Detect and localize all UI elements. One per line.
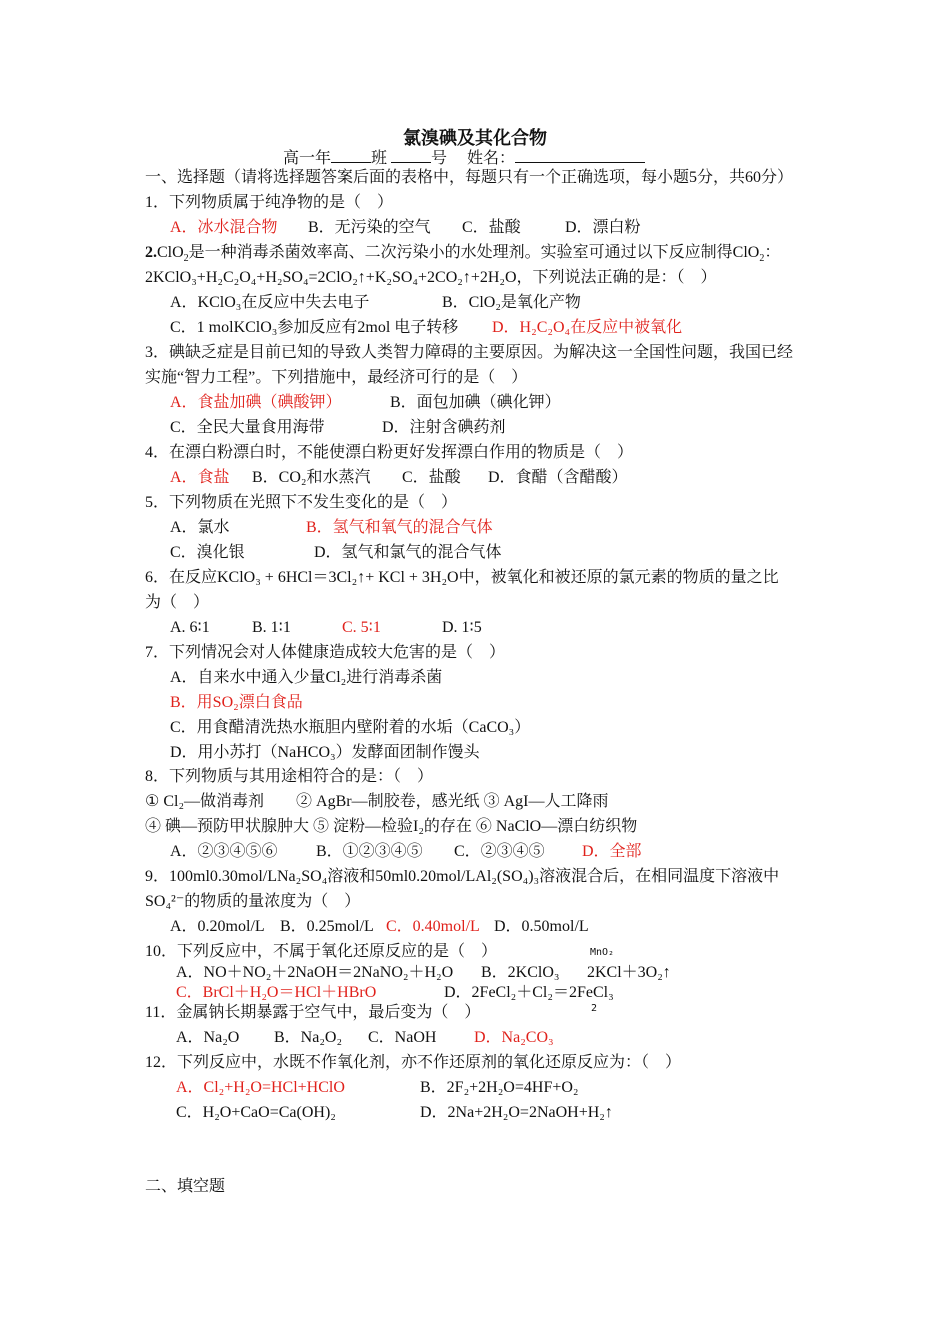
q11-stem: 11．金属钠长期暴露于空气中，最后变为（ ） — [145, 1004, 481, 1021]
q10-catalyst-label: MnO₂ — [590, 947, 615, 958]
q4-stem: 4．在漂白粉漂白时，不能使漂白粉更好发挥漂白作用的物质是（ ） — [145, 444, 634, 461]
q2-options-row1 — [170, 293, 581, 313]
q8-list-line1: ① Cl₂—做消毒剂 ② AgBr—制胶卷，感光纸 ③ AgI—人工降雨 — [145, 793, 609, 810]
q8-option-b: B．①②③④⑤ — [316, 843, 423, 860]
q11-option-d: D．Na₂CO₃ — [474, 1029, 554, 1046]
q3-option-a: A．食盐加碘（碘酸钾） — [170, 394, 342, 411]
q6-option-d: D. 1∶5 — [442, 619, 482, 636]
q5-option-d: D．氢气和氯气的混合气体 — [314, 544, 502, 561]
q12-options-row1 — [176, 1078, 579, 1098]
q11-option-a: A．Na₂O — [176, 1029, 240, 1046]
q8-options — [170, 842, 642, 862]
q10-option-c: C．BrCl＋H₂O＝HCl＋HBrO — [176, 984, 377, 1001]
q5-stem: 5．下列物质在光照下不发生变化的是（ ） — [145, 494, 458, 511]
q1-option-c: C．盐酸 — [462, 219, 521, 236]
q7-option-d: D．用小苏打（NaHCO₃）发酵面团制作馒头 — [170, 744, 480, 761]
q12-option-b: B．2F₂+2H₂O=4HF+O₂ — [420, 1079, 579, 1096]
q11-option-b: B．Na₂O₂ — [274, 1029, 343, 1046]
q10-options-row1 — [176, 963, 671, 983]
class-blank[interactable] — [331, 148, 371, 163]
q9-option-b: B．0.25mol/L — [280, 918, 374, 935]
q3-stem-line1: 3．碘缺乏症是目前已知的导致人类智力障碍的主要原因。为解决这一全国性问题，我国已经 — [145, 344, 794, 361]
q2-options-row2 — [170, 318, 682, 338]
q9-option-c: C．0.40mol/L — [386, 918, 480, 935]
q9-option-d: D．0.50mol/L — [494, 918, 589, 935]
student-info-line: 高一年 班 号 姓名： — [283, 148, 645, 169]
q3-option-d: D．注射含碘药剂 — [382, 419, 506, 436]
q10-option-b-right: 2KCl＋3O₂↑ — [587, 964, 671, 981]
q3-option-b: B．面包加碘（碘化钾） — [390, 394, 561, 411]
q1-stem: 1．下列物质属于纯净物的是（ ） — [145, 194, 394, 211]
q12-options-row2 — [176, 1103, 613, 1123]
q4-option-d: D．食醋（含醋酸） — [488, 469, 628, 486]
q8-list-line2: ④ 碘—预防甲状腺肿大 ⑤ 淀粉—检验I₂的存在 ⑥ NaClO—漂白纺织物 — [145, 818, 638, 835]
q5-option-a: A．氯水 — [170, 519, 230, 536]
q10-option-d: D．2FeCl₂＋Cl₂＝2FeCl₃ — [444, 984, 614, 1001]
q5-options-row1 — [170, 518, 493, 538]
q2-option-a: A．KClO₃在反应中失去电子 — [170, 294, 370, 311]
q6-options — [170, 618, 482, 638]
q8-stem: 8．下列物质与其用途相符合的是：（ ） — [145, 768, 434, 785]
page-title: 氯溴碘及其化合物 — [403, 128, 547, 149]
q6-option-b: B. 1∶1 — [252, 619, 291, 636]
q11-option-c: C．NaOH — [368, 1029, 437, 1046]
q10-options-row2 — [176, 983, 614, 1003]
q12-stem: 12．下列反应中，水既不作氧化剂，亦不作还原剂的氧化还原反应为：（ ） — [145, 1054, 682, 1071]
number-blank[interactable] — [391, 148, 431, 163]
q9-option-a: A．0.20mol/L — [170, 918, 265, 935]
q6-stem-line1: 6．在反应KClO₃ + 6HCl＝3Cl₂↑+ KCl + 3H₂O中，被氧化和被还原的氯元素的物质的量之比 — [145, 569, 779, 586]
q4-options — [170, 468, 628, 488]
q9-stem-line1: 9．100ml0.30mol/LNa₂SO₄溶液和50ml0.20mol/LAl₂(SO₄)₃溶液混合后，在相同温度下溶液中 — [145, 868, 780, 885]
q1-option-b: B．无污染的空气 — [308, 219, 431, 236]
q2-stem: 2.ClO$_2$是一种消毒杀菌效率高、二次污染小的水处理剂。实验室可通过以下反应制得ClO$_2$： — [145, 244, 781, 265]
q7-stem: 7．下列情况会对人体健康造成较大危害的是（ ） — [145, 644, 506, 661]
q9-options — [170, 917, 589, 937]
q12-option-d: D．2Na+2H₂O=2NaOH+H₂↑ — [420, 1104, 613, 1121]
q6-option-c: C. 5∶1 — [342, 619, 381, 636]
q7-option-c: C．用食醋清洗热水瓶胆内壁附着的水垢（CaCO₃） — [170, 719, 531, 736]
q6-stem-line2: 为（ ） — [145, 594, 210, 611]
q4-option-a: A．食盐 — [170, 469, 230, 486]
q5-option-b: B．氢气和氧气的混合气体 — [306, 519, 493, 536]
q4-option-b: B．CO₂和水蒸汽 — [252, 469, 371, 486]
q10-option-b-left: B．2KClO₃ — [481, 964, 560, 981]
q12-option-a: A．Cl₂+H₂O=HCl+HClO — [176, 1079, 345, 1096]
q1-option-a: A．冰水混合物 — [170, 219, 278, 236]
q5-option-c: C．溴化银 — [170, 544, 245, 561]
q3-options-row1 — [170, 393, 561, 413]
q12-option-c: C．H₂O+CaO=Ca(OH)₂ — [176, 1104, 336, 1121]
q2-option-b: B．ClO₂是氧化产物 — [442, 294, 581, 311]
q7-option-b: B．用SO₂漂白食品 — [170, 694, 303, 711]
q8-option-c: C．②③④⑤ — [454, 843, 545, 860]
q5-options-row2 — [170, 543, 502, 563]
q1-options — [170, 218, 641, 238]
q1-option-d: D．漂白粉 — [565, 219, 641, 236]
q8-option-a: A．②③④⑤⑥ — [170, 843, 278, 860]
name-blank[interactable] — [515, 148, 645, 163]
q4-option-c: C．盐酸 — [402, 469, 461, 486]
section-fill-heading: 二、填空题 — [145, 1178, 226, 1195]
q3-options-row2 — [170, 418, 506, 438]
q6-option-a: A. 6∶1 — [170, 619, 210, 636]
q2-equation: 2KClO₃+H₂C₂O₄+H₂SO₄=2ClO₂↑+K₂SO₄+2CO₂↑+2H₂O，下列说法正确的是：（ ） — [145, 269, 717, 286]
q3-option-c: C．全民大量食用海带 — [170, 419, 325, 436]
q2-option-d: D．H₂C₂O₄在反应中被氧化 — [492, 319, 683, 336]
q11-options — [176, 1028, 554, 1048]
q3-stem-line2: 实施“智力工程”。下列措施中，最经济可行的是（ ） — [145, 369, 528, 386]
q10-stem: 10．下列反应中，不属于氧化还原反应的是（ ） — [145, 943, 498, 960]
q10-option-a: A．NO＋NO₂＋2NaOH＝2NaNO₂＋H₂O — [176, 964, 454, 981]
q8-option-d: D．全部 — [582, 843, 642, 860]
q9-stem-line2: SO₄²⁻的物质的量浓度为（ ） — [145, 893, 361, 910]
section-choice-heading: 一、选择题（请将选择题答案后面的表格中，每题只有一个正确选项，每小题5分，共60分） — [145, 169, 794, 186]
q10-footnote: 2 — [591, 1003, 598, 1014]
q7-option-a: A．自来水中通入少量Cl₂进行消毒杀菌 — [170, 669, 443, 686]
q2-option-c: C．1 molKClO₃参加反应有2mol 电子转移 — [170, 319, 459, 336]
